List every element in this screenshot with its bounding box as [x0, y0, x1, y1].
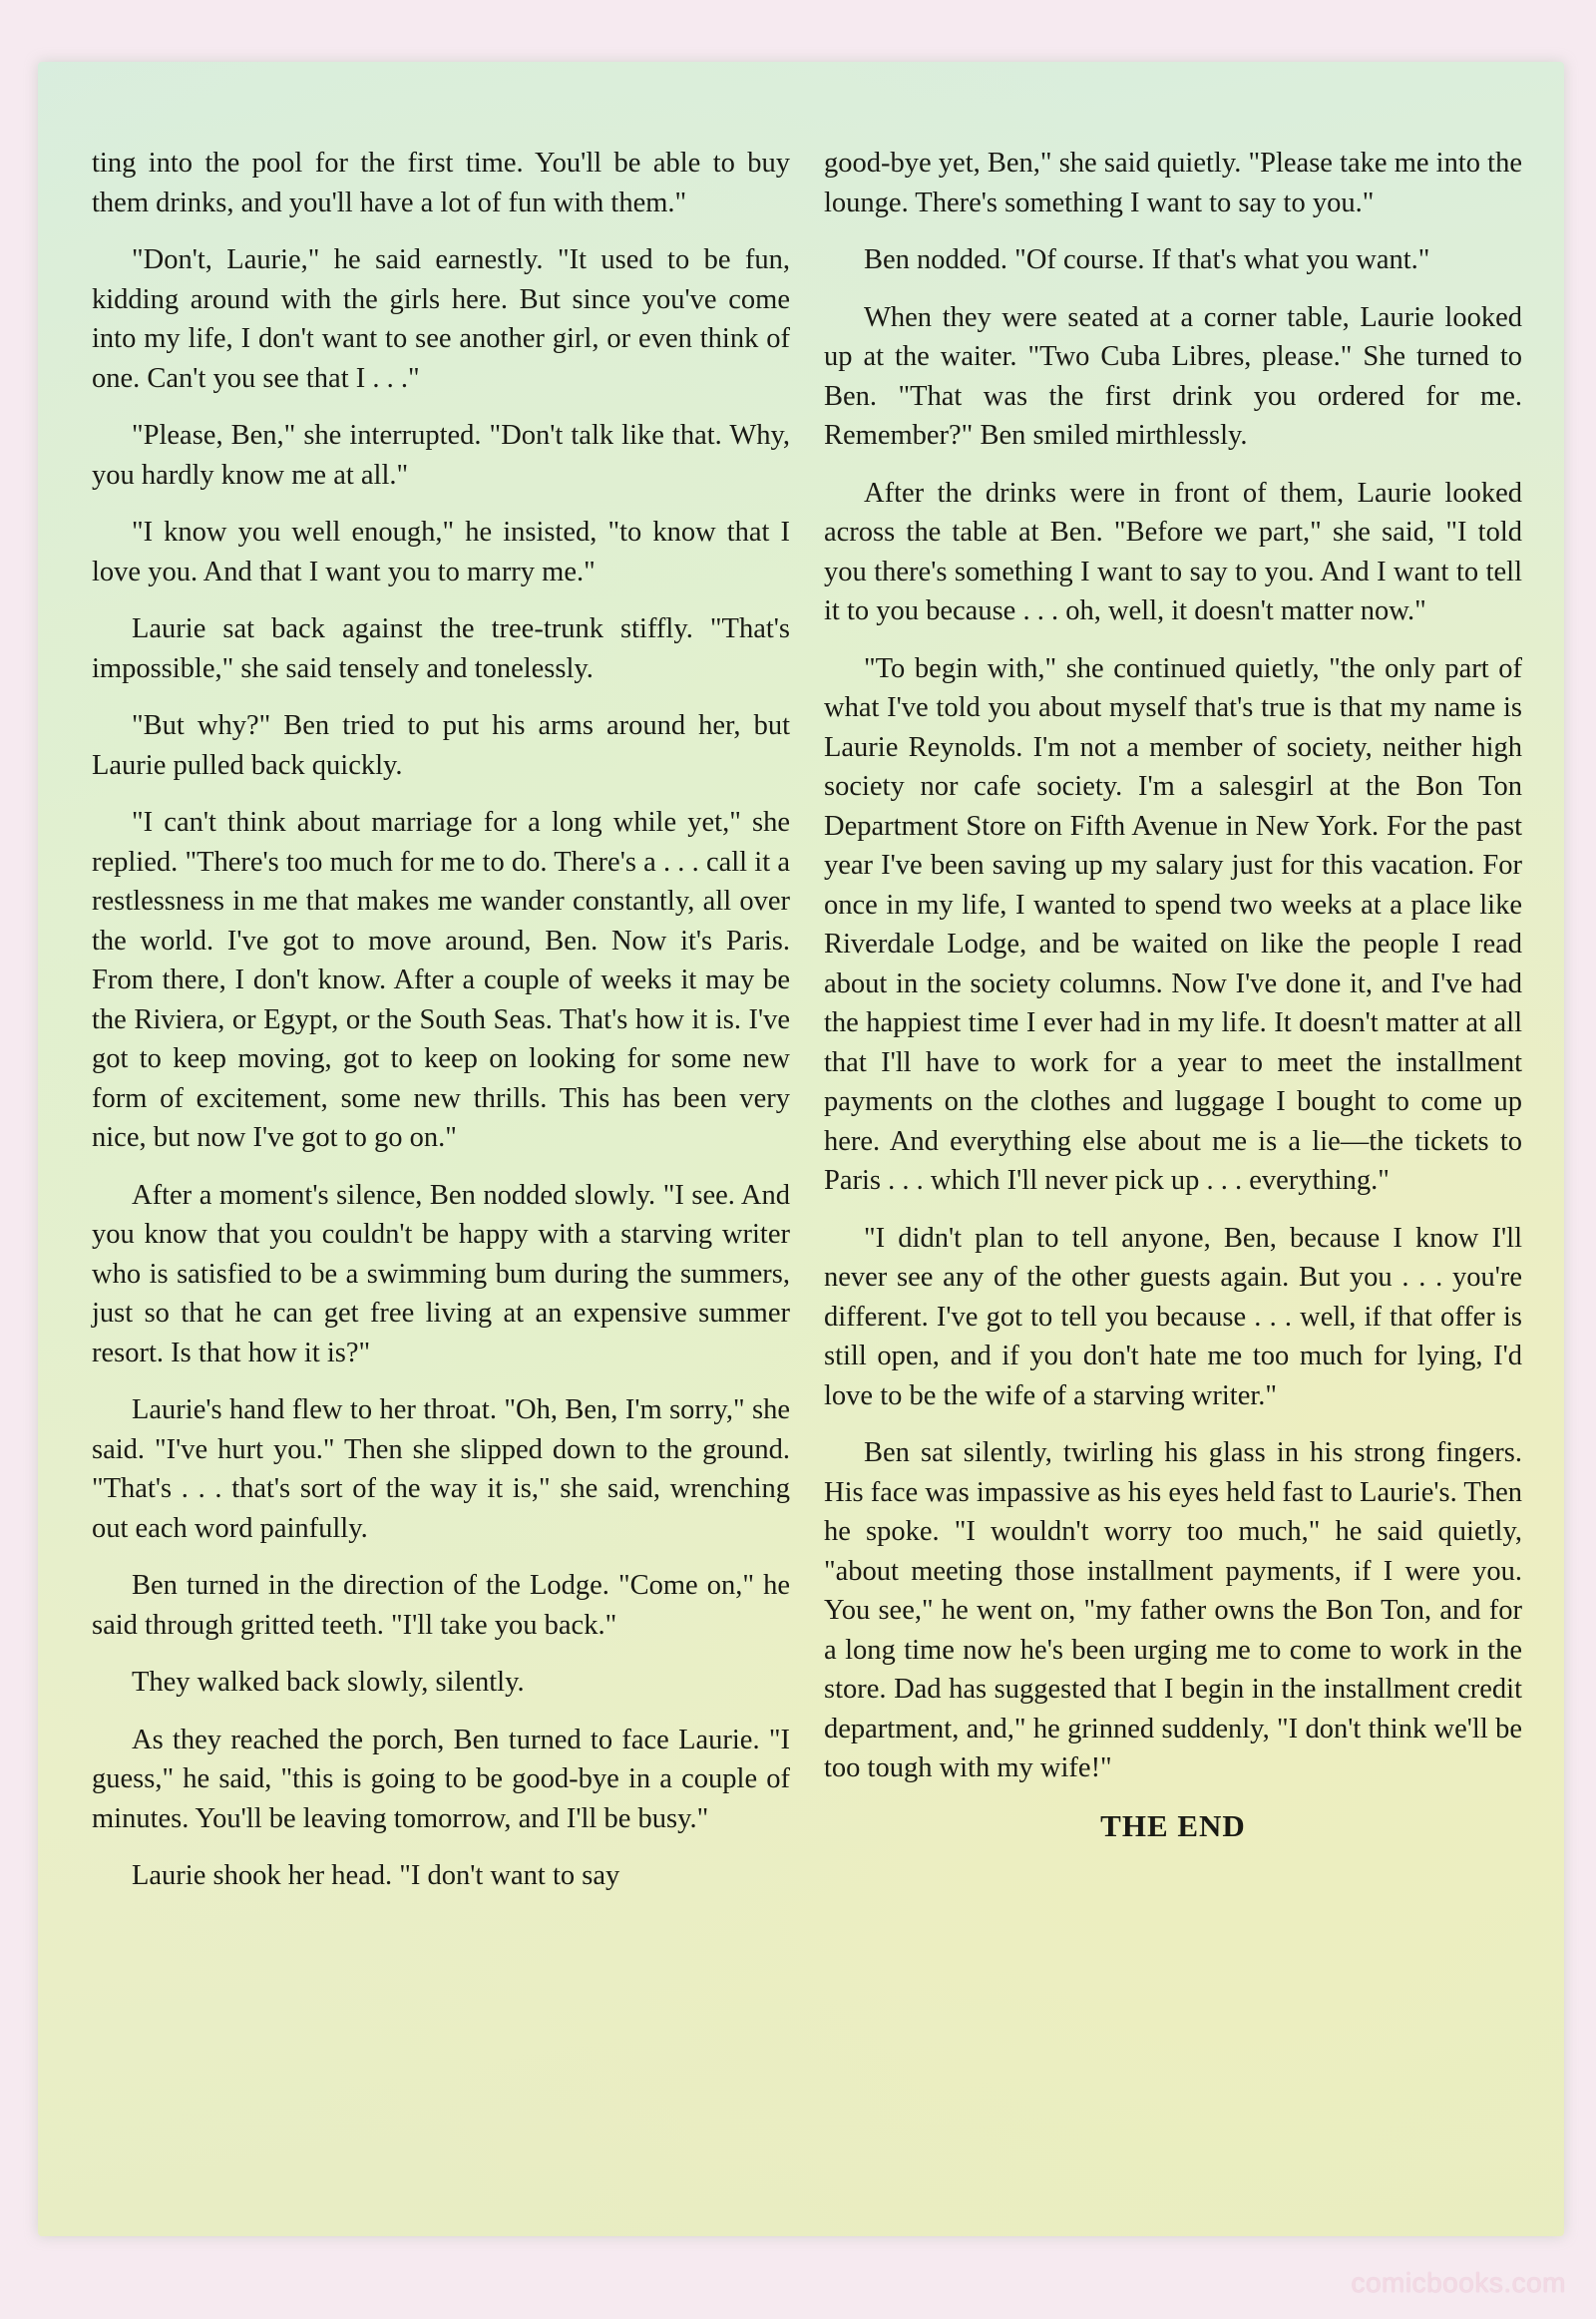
paragraph: After the drinks were in front of them, Laurie looked across the table at Ben. "Before we part," she said, "I told you there's something I want to say to you. And I want to tell it to you because . . . oh, well, it doesn't matter now.": [824, 477, 1522, 626]
paragraph: Laurie shook her head. "I don't want to say: [132, 1860, 620, 1891]
paragraph: "I know you well enough," he insisted, "to know that I love you. And that I want you to marry me.": [92, 517, 790, 587]
paragraph: "Don't, Laurie," he said earnestly. "It used to be fun, kidding around with the girls here. But since you've come into my life, I don't want to see another girl, or even think of one. Can't you see that I . . .": [92, 244, 790, 394]
text-column-right: [824, 144, 1522, 1845]
paragraph: good-bye yet, Ben," she said quietly. "Please take me into the lounge. There's something I want to say to you.": [824, 148, 1522, 218]
paragraph: Ben sat silently, twirling his glass in his strong fingers. His face was impassive as his eyes held fast to Laurie's. Then he spoke. "I wouldn't worry too much," he said quietly, "about meeting those installment payments, if I were you. You see," he went on, "my father owns the Bon Ton, and for a long time now he's been urging me to come to work in the store. Dad has suggested that I begin in the installment credit department, and," he grinned suddenly, "I don't think we'll be too tough with my wife!": [824, 1437, 1522, 1783]
paragraph: "I didn't plan to tell anyone, Ben, because I know I'll never see any of the other guests again. But you . . . you're different. I've got to tell you because . . . well, if that offer is still open, and if you don't hate me too much for lying, I'd love to be the wife of a starving writer.": [824, 1222, 1522, 1411]
paragraph: Laurie sat back against the tree-trunk stiffly. "That's impossible," she said tensely and tonelessly.: [92, 613, 790, 684]
paragraph: After a moment's silence, Ben nodded slowly. "I see. And you know that you couldn't be happy with a starving writer who is satisfied to be a swimming bum during the summers, just so that he can get free living at an expensive summer resort. Is that how it is?": [92, 1179, 790, 1368]
paragraph: As they reached the porch, Ben turned to face Laurie. "I guess," he said, "this is going to be good-bye in a couple of minutes. You'll be leaving tomorrow, and I'll be busy.": [92, 1724, 790, 1834]
site-watermark: comicbooks.com: [1351, 2267, 1566, 2298]
paragraph: "But why?" Ben tried to put his arms around her, but Laurie pulled back quickly.: [92, 710, 790, 781]
paragraph: "I can't think about marriage for a long while yet," she replied. "There's too much for me to do. There's a . . . call it a restlessness in me that makes me wander constantly, all over the world. I've got to move around, Ben. Now it's Paris. From there, I don't know. After a couple of weeks it may be the Riviera, or Egypt, or the South Seas. That's how it is. I've got to keep moving, got to keep on looking for some new form of excitement, some new thrills. This has been very nice, but now I've got to go on.": [92, 807, 790, 1153]
paragraph: Laurie's hand flew to her throat. "Oh, Ben, I'm sorry," she said. "I've hurt you." Then she slipped down to the ground. "That's . . . that's sort of the way it is," she said, wrenching out each word painfully.: [92, 1394, 790, 1544]
text-column-left: [92, 144, 790, 1914]
paragraph: They walked back slowly, silently.: [132, 1667, 525, 1698]
the-end-heading: THE END: [1100, 1807, 1246, 1843]
paragraph: Ben nodded. "Of course. If that's what you want.": [864, 244, 1430, 275]
paragraph: "To begin with," she continued quietly, "the only part of what I've told you about myself that's true is that my name is Laurie Reynolds. I'm not a member of society, neither high society nor cafe society. I'm a salesgirl at the Bon Ton Department Store on Fifth Avenue in New York. For the past year I've been saving up my salary just for this vacation. For once in my life, I wanted to spend two weeks at a place like Riverdale Lodge, and be waited on like the people I read about in the society columns. Now I've done it, and I've had the happiest time I ever had in my life. It doesn't matter at all that I'll have to work for a year to meet the installment payments on the clothes and luggage I bought to come up here. And everything else about me is a lie—the tickets to Paris . . . which I'll never pick up . . . everything.": [824, 652, 1522, 1196]
page-paper: [38, 62, 1564, 2236]
paragraph: "Please, Ben," she interrupted. "Don't talk like that. Why, you hardly know me at all.": [92, 420, 790, 491]
paragraph: When they were seated at a corner table, Laurie looked up at the waiter. "Two Cuba Libres, please." She turned to Ben. "That was the first drink you ordered for me. Remember?" Ben smiled mirthlessly.: [824, 301, 1522, 451]
paragraph: ting into the pool for the first time. You'll be able to buy them drinks, and you'll have a lot of fun with them.": [92, 148, 790, 218]
paragraph: Ben turned in the direction of the Lodge. "Come on," he said through gritted teeth. "I'll take you back.": [92, 1570, 790, 1641]
